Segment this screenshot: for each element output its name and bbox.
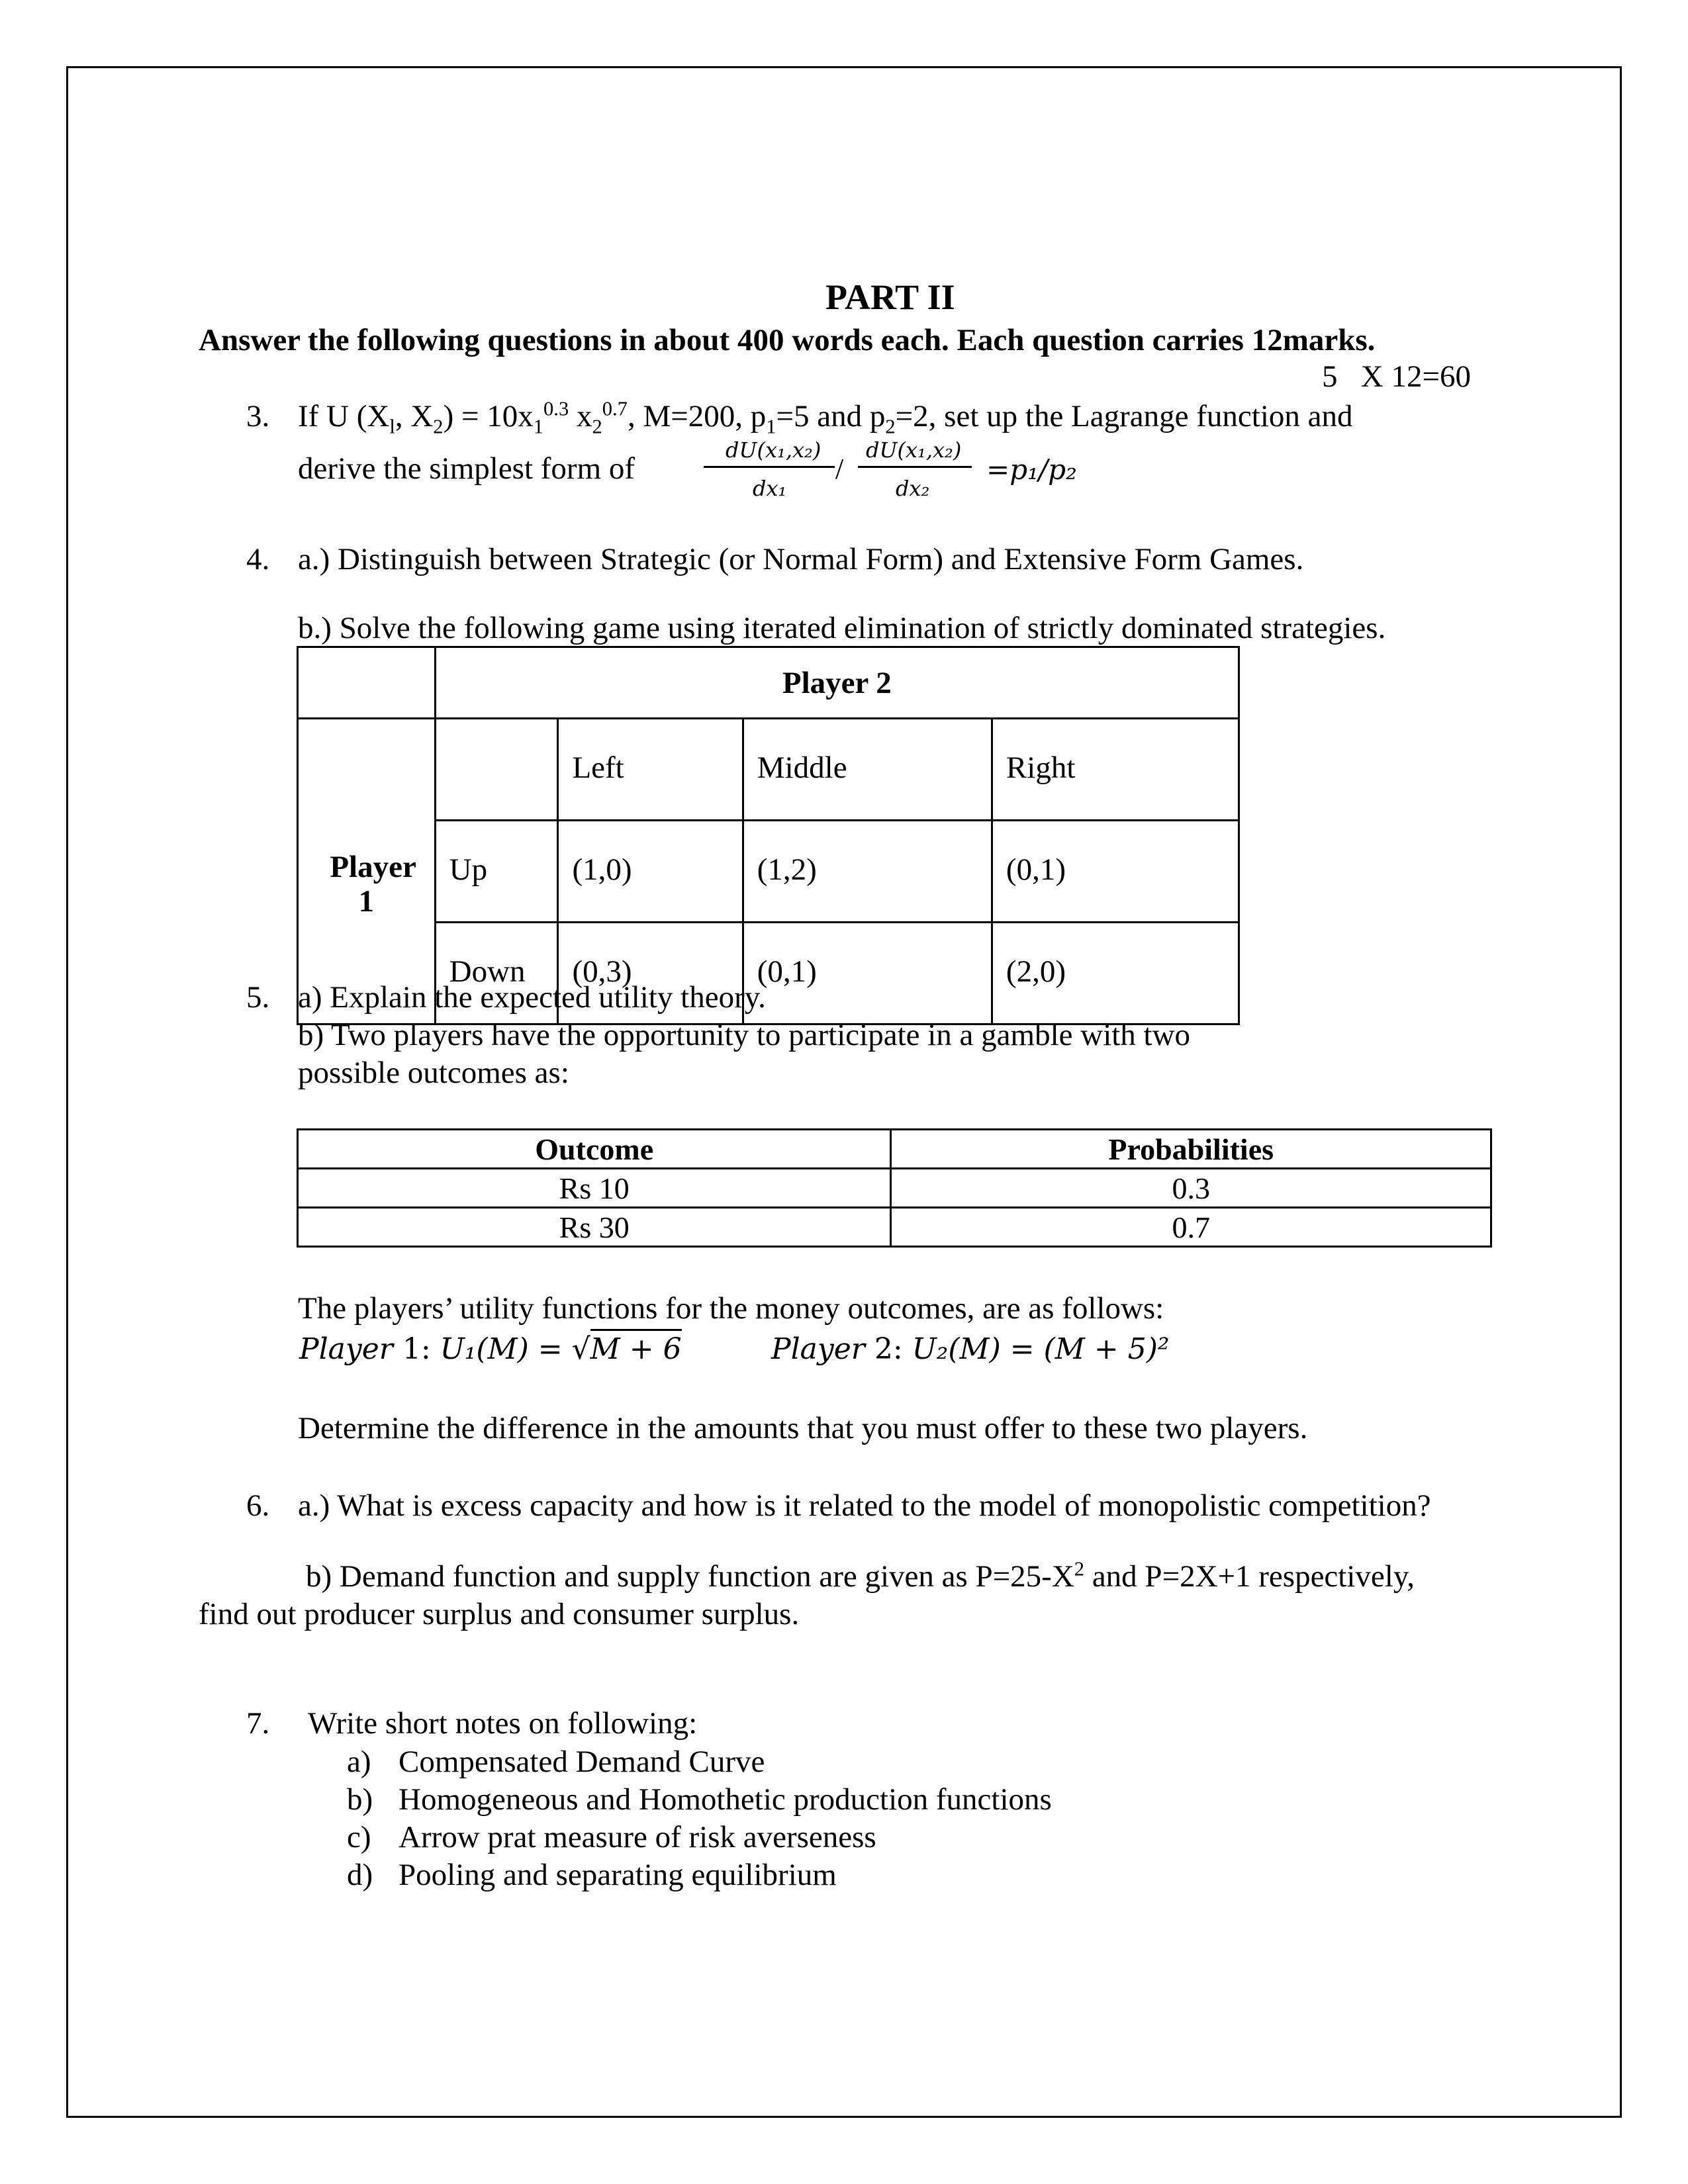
q4-part-a: a.) Distinguish between Strategic (or Normal Form) and Extensive Form Games. [298,542,1304,576]
outcome-probability-table [297,1128,1492,1248]
q5-part-a: a) Explain the expected utility theory. [298,980,766,1015]
probabilities-header: Probabilities [891,1130,1491,1169]
q7-item-d-marker: d) [347,1858,373,1892]
q7-item-d: Pooling and separating equilibrium [399,1858,837,1892]
q6-part-a: a.) What is excess capacity and how is it related to the model of monopolistic competition? [298,1488,1431,1523]
q3-fraction2-denominator: dx₂ [896,476,930,501]
q7-item-a: Compensated Demand Curve [399,1745,765,1779]
player1-utility-function: Player 1: U₁(M) = √M + 6 [299,1333,682,1367]
payoff-cell: (2,0) [992,923,1239,1024]
q5-question: Determine the difference in the amounts that you must offer to these two players. [298,1411,1308,1445]
outcome-cell: Rs 10 [298,1169,891,1208]
q3-fraction2-bar [858,466,972,468]
q3-text-line2: derive the simplest form of [298,451,635,486]
q3-fraction2-numerator: dU(x₁,x₂) [866,437,962,463]
q3-number: 3. [246,399,270,433]
q5-number: 5. [246,980,270,1015]
q7-item-b: Homogeneous and Homothetic production functions [399,1782,1052,1817]
column-header-middle: Middle [743,719,992,821]
player1-header: Player 1 [298,719,436,1024]
q7-item-c: Arrow prat measure of risk averseness [399,1820,876,1854]
game-payoff-table [297,646,1240,1025]
outcome-cell: Rs 30 [298,1208,891,1247]
column-header-left: Left [558,719,743,821]
q7-item-a-marker: a) [347,1745,371,1779]
row-label-up: Up [435,821,558,923]
payoff-cell: (0,1) [743,923,992,1024]
player2-utility-function: Player 2: U₂(M) = (M + 5)² [771,1332,1170,1366]
payoff-cell: (0,1) [992,821,1239,923]
utility-intro: The players’ utility functions for the money outcomes, are as follows: [298,1291,1164,1326]
q3-text-line1: If U ($X_l$, $X_2) = 10x_1^{0.3}$ $x_2^{0.7}$, M=200, $p_1=5$ and $p_2=2$, set up the Lagrange function and [298,397,1353,438]
q7-intro: Write short notes on following: [308,1706,698,1741]
q3-fraction1-numerator: dU(x₁,x₂) [726,437,821,463]
outcome-header: Outcome [298,1130,891,1169]
q6-number: 6. [246,1488,270,1523]
q6-part-b-line2: find out producer surplus and consumer surplus. [199,1597,800,1631]
table-corner-cell [298,647,436,719]
column-header-right: Right [992,719,1239,821]
q7-item-b-marker: b) [347,1782,373,1817]
row-label-down: Down [435,923,558,1024]
q3-ratio: =p₁/p₂ [986,453,1077,486]
q3-fraction1-denominator: dx₁ [753,476,787,501]
payoff-cell: (1,2) [743,821,992,923]
payoff-cell: (1,0) [558,821,743,923]
probability-cell: 0.7 [891,1208,1491,1247]
probability-cell: 0.3 [891,1169,1491,1208]
page-title: PART II [825,277,955,317]
instructions: Answer the following questions in about 400 words each. Each question carries 12marks. [199,323,1376,357]
q4-number: 4. [246,542,270,576]
q3-slash: / [835,453,844,485]
q5-part-b-line1: b) Two players have the opportunity to participate in a gamble with two [298,1018,1191,1052]
marks-total: 5 X 12=60 [1322,359,1471,394]
player2-header: Player 2 [435,647,1239,719]
q4-part-b: b.) Solve the following game using iterated elimination of strictly dominated strategies. [298,611,1386,645]
table-blank-cell [435,719,558,821]
q3-fraction1-bar [704,466,835,468]
q7-number: 7. [246,1706,270,1741]
q5-part-b-line2: possible outcomes as: [298,1056,569,1090]
q6-part-b-line1: b) Demand function and supply function are given as $P=25-X^2$ and P=2X+1 respectively, [306,1557,1415,1594]
q7-item-c-marker: c) [347,1820,371,1854]
payoff-cell: (0,3) [558,923,743,1024]
